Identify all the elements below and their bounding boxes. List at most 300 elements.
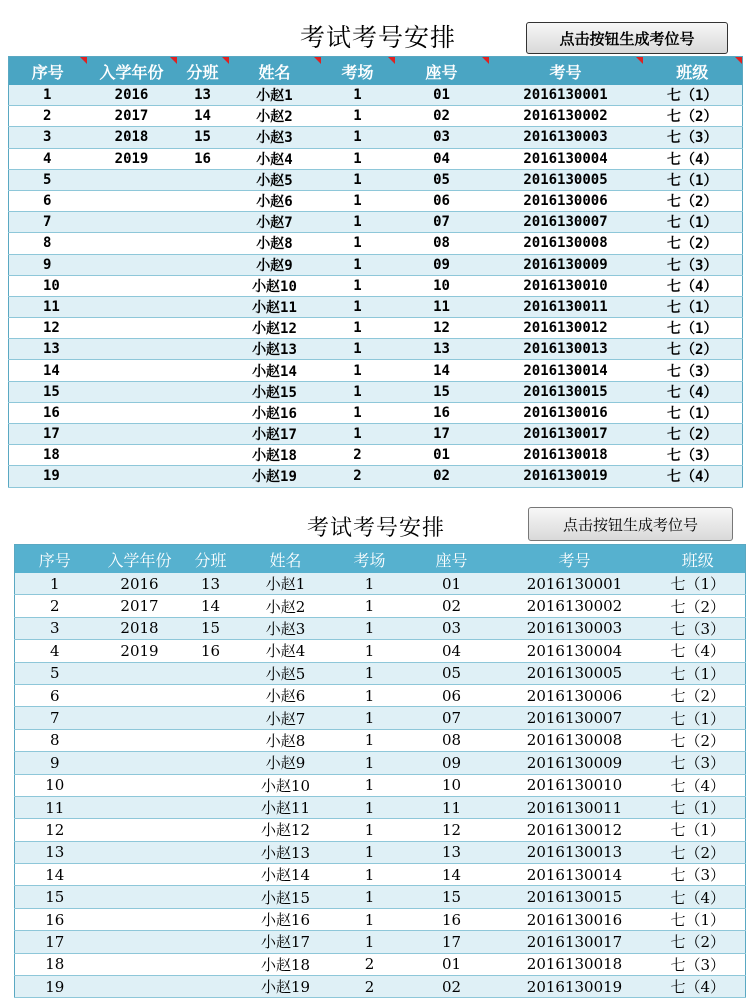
name-cell[interactable]: 小赵19 — [237, 976, 335, 998]
class-cell[interactable]: 七（3） — [651, 953, 746, 975]
header-room[interactable]: 考场 — [321, 57, 395, 86]
generate-exam-number-button[interactable]: 点击按钮生成考位号 — [526, 22, 728, 54]
split-cell[interactable] — [177, 296, 229, 317]
exam-no-cell[interactable]: 2016130018 — [499, 953, 651, 975]
class-cell[interactable]: 七（2） — [643, 424, 743, 445]
exam-no-cell[interactable]: 2016130011 — [499, 796, 651, 818]
name-cell[interactable]: 小赵6 — [237, 684, 335, 706]
seq-cell[interactable]: 5 — [9, 169, 87, 190]
seat-cell[interactable]: 06 — [395, 190, 489, 211]
name-cell[interactable]: 小赵15 — [237, 886, 335, 908]
seq-cell[interactable]: 2 — [15, 595, 95, 617]
seq-cell[interactable]: 14 — [15, 864, 95, 886]
exam-no-cell[interactable]: 2016130012 — [489, 318, 643, 339]
class-cell[interactable]: 七（3） — [651, 864, 746, 886]
exam-no-cell[interactable]: 2016130014 — [489, 360, 643, 381]
room-cell[interactable]: 1 — [335, 729, 405, 751]
split-cell[interactable] — [185, 931, 237, 953]
class-cell[interactable]: 七（1） — [651, 707, 746, 729]
exam-no-cell[interactable]: 2016130010 — [499, 774, 651, 796]
seq-cell[interactable]: 10 — [9, 275, 87, 296]
seat-cell[interactable]: 15 — [395, 381, 489, 402]
name-cell[interactable]: 小赵11 — [237, 796, 335, 818]
room-cell[interactable]: 1 — [335, 841, 405, 863]
name-cell[interactable]: 小赵10 — [237, 774, 335, 796]
seq-cell[interactable]: 14 — [9, 360, 87, 381]
class-cell[interactable]: 七（4） — [651, 774, 746, 796]
name-cell[interactable]: 小赵13 — [237, 841, 335, 863]
seq-cell[interactable]: 9 — [15, 752, 95, 774]
year-cell[interactable] — [95, 707, 185, 729]
split-cell[interactable] — [177, 254, 229, 275]
header-split[interactable]: 分班 — [185, 545, 237, 574]
exam-no-cell[interactable]: 2016130003 — [489, 127, 643, 148]
name-cell[interactable]: 小赵4 — [237, 640, 335, 662]
year-cell[interactable]: 2017 — [87, 106, 177, 127]
class-cell[interactable]: 七（1） — [643, 318, 743, 339]
room-cell[interactable]: 1 — [335, 684, 405, 706]
seat-cell[interactable]: 11 — [395, 296, 489, 317]
exam-no-cell[interactable]: 2016130004 — [489, 148, 643, 169]
class-cell[interactable]: 七（1） — [651, 573, 746, 595]
class-cell[interactable]: 七（3） — [643, 360, 743, 381]
name-cell[interactable]: 小赵14 — [237, 864, 335, 886]
year-cell[interactable] — [87, 212, 177, 233]
room-cell[interactable]: 1 — [321, 339, 395, 360]
class-cell[interactable]: 七（4） — [643, 148, 743, 169]
room-cell[interactable]: 1 — [321, 169, 395, 190]
class-cell[interactable]: 七（3） — [643, 254, 743, 275]
year-cell[interactable] — [87, 466, 177, 487]
class-cell[interactable]: 七（1） — [643, 402, 743, 423]
seat-cell[interactable]: 12 — [405, 819, 499, 841]
exam-no-cell[interactable]: 2016130007 — [499, 707, 651, 729]
room-cell[interactable]: 1 — [335, 752, 405, 774]
room-cell[interactable]: 2 — [335, 976, 405, 998]
seat-cell[interactable]: 04 — [405, 640, 499, 662]
seat-cell[interactable]: 02 — [395, 106, 489, 127]
year-cell[interactable]: 2019 — [95, 640, 185, 662]
seq-cell[interactable]: 17 — [9, 424, 87, 445]
seat-cell[interactable]: 14 — [395, 360, 489, 381]
year-cell[interactable] — [95, 819, 185, 841]
class-cell[interactable]: 七（2） — [651, 841, 746, 863]
generate-exam-number-button[interactable]: 点击按钮生成考位号 — [528, 507, 733, 541]
name-cell[interactable]: 小赵18 — [229, 445, 321, 466]
name-cell[interactable]: 小赵8 — [237, 729, 335, 751]
split-cell[interactable] — [185, 908, 237, 930]
exam-no-cell[interactable]: 2016130006 — [499, 684, 651, 706]
name-cell[interactable]: 小赵2 — [229, 106, 321, 127]
exam-no-cell[interactable]: 2016130007 — [489, 212, 643, 233]
header-exam-no[interactable]: 考号 — [499, 545, 651, 574]
class-cell[interactable]: 七（2） — [643, 233, 743, 254]
name-cell[interactable]: 小赵7 — [237, 707, 335, 729]
seq-cell[interactable]: 6 — [9, 190, 87, 211]
split-cell[interactable] — [177, 402, 229, 423]
split-cell[interactable]: 16 — [185, 640, 237, 662]
exam-no-cell[interactable]: 2016130008 — [499, 729, 651, 751]
exam-no-cell[interactable]: 2016130009 — [489, 254, 643, 275]
exam-no-cell[interactable]: 2016130015 — [499, 886, 651, 908]
year-cell[interactable]: 2018 — [95, 617, 185, 639]
name-cell[interactable]: 小赵7 — [229, 212, 321, 233]
name-cell[interactable]: 小赵4 — [229, 148, 321, 169]
exam-no-cell[interactable]: 2016130019 — [499, 976, 651, 998]
seq-cell[interactable]: 16 — [15, 908, 95, 930]
year-cell[interactable] — [87, 424, 177, 445]
class-cell[interactable]: 七（2） — [643, 106, 743, 127]
seq-cell[interactable]: 12 — [15, 819, 95, 841]
seat-cell[interactable]: 05 — [395, 169, 489, 190]
name-cell[interactable]: 小赵19 — [229, 466, 321, 487]
seat-cell[interactable]: 14 — [405, 864, 499, 886]
seat-cell[interactable]: 16 — [405, 908, 499, 930]
exam-no-cell[interactable]: 2016130005 — [489, 169, 643, 190]
class-cell[interactable]: 七（4） — [643, 381, 743, 402]
name-cell[interactable]: 小赵15 — [229, 381, 321, 402]
room-cell[interactable]: 1 — [321, 275, 395, 296]
split-cell[interactable] — [185, 707, 237, 729]
room-cell[interactable]: 1 — [321, 424, 395, 445]
room-cell[interactable]: 1 — [321, 381, 395, 402]
split-cell[interactable] — [177, 381, 229, 402]
room-cell[interactable]: 1 — [321, 360, 395, 381]
name-cell[interactable]: 小赵8 — [229, 233, 321, 254]
room-cell[interactable]: 2 — [321, 445, 395, 466]
seq-cell[interactable]: 19 — [15, 976, 95, 998]
class-cell[interactable]: 七（4） — [651, 886, 746, 908]
seq-cell[interactable]: 19 — [9, 466, 87, 487]
room-cell[interactable]: 1 — [321, 318, 395, 339]
seq-cell[interactable]: 13 — [9, 339, 87, 360]
room-cell[interactable]: 1 — [335, 864, 405, 886]
name-cell[interactable]: 小赵10 — [229, 275, 321, 296]
class-cell[interactable]: 七（2） — [643, 190, 743, 211]
class-cell[interactable]: 七（1） — [643, 85, 743, 106]
name-cell[interactable]: 小赵9 — [237, 752, 335, 774]
exam-no-cell[interactable]: 2016130008 — [489, 233, 643, 254]
class-cell[interactable]: 七（2） — [651, 931, 746, 953]
class-cell[interactable]: 七（3） — [643, 445, 743, 466]
class-cell[interactable]: 七（2） — [651, 595, 746, 617]
exam-no-cell[interactable]: 2016130013 — [489, 339, 643, 360]
name-cell[interactable]: 小赵5 — [237, 662, 335, 684]
split-cell[interactable] — [177, 275, 229, 296]
seat-cell[interactable]: 06 — [405, 684, 499, 706]
seq-cell[interactable]: 3 — [15, 617, 95, 639]
seat-cell[interactable]: 07 — [395, 212, 489, 233]
class-cell[interactable]: 七（4） — [651, 976, 746, 998]
seat-cell[interactable]: 03 — [395, 127, 489, 148]
seq-cell[interactable]: 4 — [15, 640, 95, 662]
exam-no-cell[interactable]: 2016130001 — [489, 85, 643, 106]
seq-cell[interactable]: 17 — [15, 931, 95, 953]
year-cell[interactable]: 2018 — [87, 127, 177, 148]
seq-cell[interactable]: 7 — [9, 212, 87, 233]
year-cell[interactable] — [87, 318, 177, 339]
room-cell[interactable]: 1 — [321, 212, 395, 233]
exam-no-cell[interactable]: 2016130017 — [489, 424, 643, 445]
header-seq[interactable]: 序号 — [9, 57, 87, 86]
name-cell[interactable]: 小赵6 — [229, 190, 321, 211]
header-seq[interactable]: 序号 — [15, 545, 95, 574]
seq-cell[interactable]: 18 — [15, 953, 95, 975]
split-cell[interactable] — [177, 318, 229, 339]
class-cell[interactable]: 七（1） — [651, 662, 746, 684]
room-cell[interactable]: 1 — [335, 617, 405, 639]
seq-cell[interactable]: 6 — [15, 684, 95, 706]
class-cell[interactable]: 七（4） — [651, 640, 746, 662]
year-cell[interactable] — [95, 684, 185, 706]
seat-cell[interactable]: 16 — [395, 402, 489, 423]
exam-no-cell[interactable]: 2016130019 — [489, 466, 643, 487]
seq-cell[interactable]: 1 — [9, 85, 87, 106]
year-cell[interactable] — [95, 953, 185, 975]
seq-cell[interactable]: 15 — [15, 886, 95, 908]
exam-no-cell[interactable]: 2016130018 — [489, 445, 643, 466]
class-cell[interactable]: 七（4） — [643, 275, 743, 296]
room-cell[interactable]: 1 — [321, 402, 395, 423]
room-cell[interactable]: 2 — [335, 953, 405, 975]
room-cell[interactable]: 1 — [335, 573, 405, 595]
split-cell[interactable] — [185, 774, 237, 796]
seq-cell[interactable]: 11 — [9, 296, 87, 317]
split-cell[interactable] — [185, 976, 237, 998]
room-cell[interactable]: 1 — [335, 640, 405, 662]
header-seat[interactable]: 座号 — [405, 545, 499, 574]
year-cell[interactable] — [95, 841, 185, 863]
name-cell[interactable]: 小赵16 — [229, 402, 321, 423]
seq-cell[interactable]: 8 — [9, 233, 87, 254]
name-cell[interactable]: 小赵1 — [237, 573, 335, 595]
year-cell[interactable]: 2016 — [87, 85, 177, 106]
year-cell[interactable] — [87, 275, 177, 296]
seq-cell[interactable]: 15 — [9, 381, 87, 402]
seq-cell[interactable]: 18 — [9, 445, 87, 466]
split-cell[interactable]: 14 — [177, 106, 229, 127]
year-cell[interactable] — [95, 908, 185, 930]
room-cell[interactable]: 1 — [321, 254, 395, 275]
seq-cell[interactable]: 4 — [9, 148, 87, 169]
split-cell[interactable]: 15 — [177, 127, 229, 148]
year-cell[interactable] — [95, 931, 185, 953]
year-cell[interactable] — [87, 360, 177, 381]
exam-no-cell[interactable]: 2016130011 — [489, 296, 643, 317]
split-cell[interactable] — [177, 466, 229, 487]
seat-cell[interactable]: 04 — [395, 148, 489, 169]
class-cell[interactable]: 七（3） — [643, 127, 743, 148]
room-cell[interactable]: 1 — [335, 819, 405, 841]
header-exam-no[interactable]: 考号 — [489, 57, 643, 86]
seq-cell[interactable]: 9 — [9, 254, 87, 275]
name-cell[interactable]: 小赵2 — [237, 595, 335, 617]
seat-cell[interactable]: 05 — [405, 662, 499, 684]
year-cell[interactable] — [87, 381, 177, 402]
seat-cell[interactable]: 08 — [405, 729, 499, 751]
seq-cell[interactable]: 5 — [15, 662, 95, 684]
seat-cell[interactable]: 11 — [405, 796, 499, 818]
class-cell[interactable]: 七（2） — [651, 684, 746, 706]
room-cell[interactable]: 1 — [321, 190, 395, 211]
split-cell[interactable] — [185, 864, 237, 886]
class-cell[interactable]: 七（1） — [651, 796, 746, 818]
header-year[interactable]: 入学年份 — [95, 545, 185, 574]
room-cell[interactable]: 1 — [335, 796, 405, 818]
year-cell[interactable] — [95, 774, 185, 796]
class-cell[interactable]: 七（1） — [643, 169, 743, 190]
seat-cell[interactable]: 03 — [405, 617, 499, 639]
name-cell[interactable]: 小赵5 — [229, 169, 321, 190]
seat-cell[interactable]: 09 — [395, 254, 489, 275]
year-cell[interactable] — [95, 662, 185, 684]
split-cell[interactable] — [185, 662, 237, 684]
seq-cell[interactable]: 16 — [9, 402, 87, 423]
year-cell[interactable] — [87, 296, 177, 317]
header-name[interactable]: 姓名 — [237, 545, 335, 574]
exam-no-cell[interactable]: 2016130017 — [499, 931, 651, 953]
year-cell[interactable] — [87, 445, 177, 466]
class-cell[interactable]: 七（1） — [651, 819, 746, 841]
exam-no-cell[interactable]: 2016130010 — [489, 275, 643, 296]
name-cell[interactable]: 小赵9 — [229, 254, 321, 275]
exam-no-cell[interactable]: 2016130013 — [499, 841, 651, 863]
seq-cell[interactable]: 3 — [9, 127, 87, 148]
exam-no-cell[interactable]: 2016130015 — [489, 381, 643, 402]
room-cell[interactable]: 1 — [321, 296, 395, 317]
seq-cell[interactable]: 11 — [15, 796, 95, 818]
year-cell[interactable] — [87, 339, 177, 360]
year-cell[interactable]: 2016 — [95, 573, 185, 595]
class-cell[interactable]: 七（3） — [651, 617, 746, 639]
exam-no-cell[interactable]: 2016130003 — [499, 617, 651, 639]
year-cell[interactable] — [95, 729, 185, 751]
year-cell[interactable] — [87, 233, 177, 254]
seat-cell[interactable]: 08 — [395, 233, 489, 254]
name-cell[interactable]: 小赵1 — [229, 85, 321, 106]
seat-cell[interactable]: 10 — [405, 774, 499, 796]
year-cell[interactable]: 2019 — [87, 148, 177, 169]
year-cell[interactable] — [95, 864, 185, 886]
name-cell[interactable]: 小赵11 — [229, 296, 321, 317]
year-cell[interactable] — [95, 796, 185, 818]
room-cell[interactable]: 1 — [321, 148, 395, 169]
seat-cell[interactable]: 09 — [405, 752, 499, 774]
header-name[interactable]: 姓名 — [229, 57, 321, 86]
name-cell[interactable]: 小赵3 — [237, 617, 335, 639]
class-cell[interactable]: 七（1） — [651, 908, 746, 930]
name-cell[interactable]: 小赵13 — [229, 339, 321, 360]
split-cell[interactable] — [177, 445, 229, 466]
header-class[interactable]: 班级 — [643, 57, 743, 86]
seat-cell[interactable]: 13 — [395, 339, 489, 360]
split-cell[interactable] — [185, 953, 237, 975]
seq-cell[interactable]: 10 — [15, 774, 95, 796]
name-cell[interactable]: 小赵17 — [229, 424, 321, 445]
split-cell[interactable] — [177, 339, 229, 360]
room-cell[interactable]: 1 — [321, 106, 395, 127]
split-cell[interactable] — [185, 886, 237, 908]
seat-cell[interactable]: 07 — [405, 707, 499, 729]
exam-no-cell[interactable]: 2016130009 — [499, 752, 651, 774]
exam-no-cell[interactable]: 2016130002 — [489, 106, 643, 127]
split-cell[interactable] — [185, 796, 237, 818]
exam-no-cell[interactable]: 2016130016 — [499, 908, 651, 930]
year-cell[interactable] — [95, 976, 185, 998]
class-cell[interactable]: 七（2） — [651, 729, 746, 751]
split-cell[interactable] — [177, 169, 229, 190]
exam-no-cell[interactable]: 2016130001 — [499, 573, 651, 595]
room-cell[interactable]: 1 — [335, 662, 405, 684]
exam-no-cell[interactable]: 2016130012 — [499, 819, 651, 841]
seat-cell[interactable]: 01 — [395, 445, 489, 466]
seat-cell[interactable]: 13 — [405, 841, 499, 863]
split-cell[interactable]: 15 — [185, 617, 237, 639]
split-cell[interactable]: 13 — [177, 85, 229, 106]
exam-no-cell[interactable]: 2016130014 — [499, 864, 651, 886]
seat-cell[interactable]: 01 — [405, 573, 499, 595]
room-cell[interactable]: 1 — [335, 886, 405, 908]
name-cell[interactable]: 小赵16 — [237, 908, 335, 930]
seat-cell[interactable]: 01 — [405, 953, 499, 975]
seq-cell[interactable]: 8 — [15, 729, 95, 751]
name-cell[interactable]: 小赵12 — [237, 819, 335, 841]
name-cell[interactable]: 小赵3 — [229, 127, 321, 148]
header-seat[interactable]: 座号 — [395, 57, 489, 86]
room-cell[interactable]: 1 — [335, 595, 405, 617]
seq-cell[interactable]: 12 — [9, 318, 87, 339]
class-cell[interactable]: 七（2） — [643, 339, 743, 360]
split-cell[interactable] — [177, 360, 229, 381]
split-cell[interactable] — [185, 819, 237, 841]
exam-no-cell[interactable]: 2016130006 — [489, 190, 643, 211]
year-cell[interactable] — [95, 886, 185, 908]
room-cell[interactable]: 1 — [335, 707, 405, 729]
room-cell[interactable]: 1 — [335, 908, 405, 930]
seat-cell[interactable]: 10 — [395, 275, 489, 296]
split-cell[interactable] — [177, 233, 229, 254]
room-cell[interactable]: 1 — [321, 127, 395, 148]
class-cell[interactable]: 七（1） — [643, 296, 743, 317]
name-cell[interactable]: 小赵17 — [237, 931, 335, 953]
header-year[interactable]: 入学年份 — [87, 57, 177, 86]
split-cell[interactable] — [185, 841, 237, 863]
class-cell[interactable]: 七（3） — [651, 752, 746, 774]
seat-cell[interactable]: 02 — [405, 595, 499, 617]
seat-cell[interactable]: 12 — [395, 318, 489, 339]
year-cell[interactable] — [87, 190, 177, 211]
seq-cell[interactable]: 1 — [15, 573, 95, 595]
room-cell[interactable]: 1 — [321, 233, 395, 254]
split-cell[interactable]: 13 — [185, 573, 237, 595]
seat-cell[interactable]: 17 — [405, 931, 499, 953]
split-cell[interactable]: 16 — [177, 148, 229, 169]
name-cell[interactable]: 小赵18 — [237, 953, 335, 975]
split-cell[interactable]: 14 — [185, 595, 237, 617]
room-cell[interactable]: 1 — [335, 774, 405, 796]
exam-no-cell[interactable]: 2016130004 — [499, 640, 651, 662]
seq-cell[interactable]: 7 — [15, 707, 95, 729]
class-cell[interactable]: 七（4） — [643, 466, 743, 487]
header-class[interactable]: 班级 — [651, 545, 746, 574]
seat-cell[interactable]: 17 — [395, 424, 489, 445]
exam-no-cell[interactable]: 2016130016 — [489, 402, 643, 423]
room-cell[interactable]: 1 — [321, 85, 395, 106]
year-cell[interactable] — [87, 169, 177, 190]
year-cell[interactable] — [87, 254, 177, 275]
seq-cell[interactable]: 2 — [9, 106, 87, 127]
split-cell[interactable] — [177, 424, 229, 445]
